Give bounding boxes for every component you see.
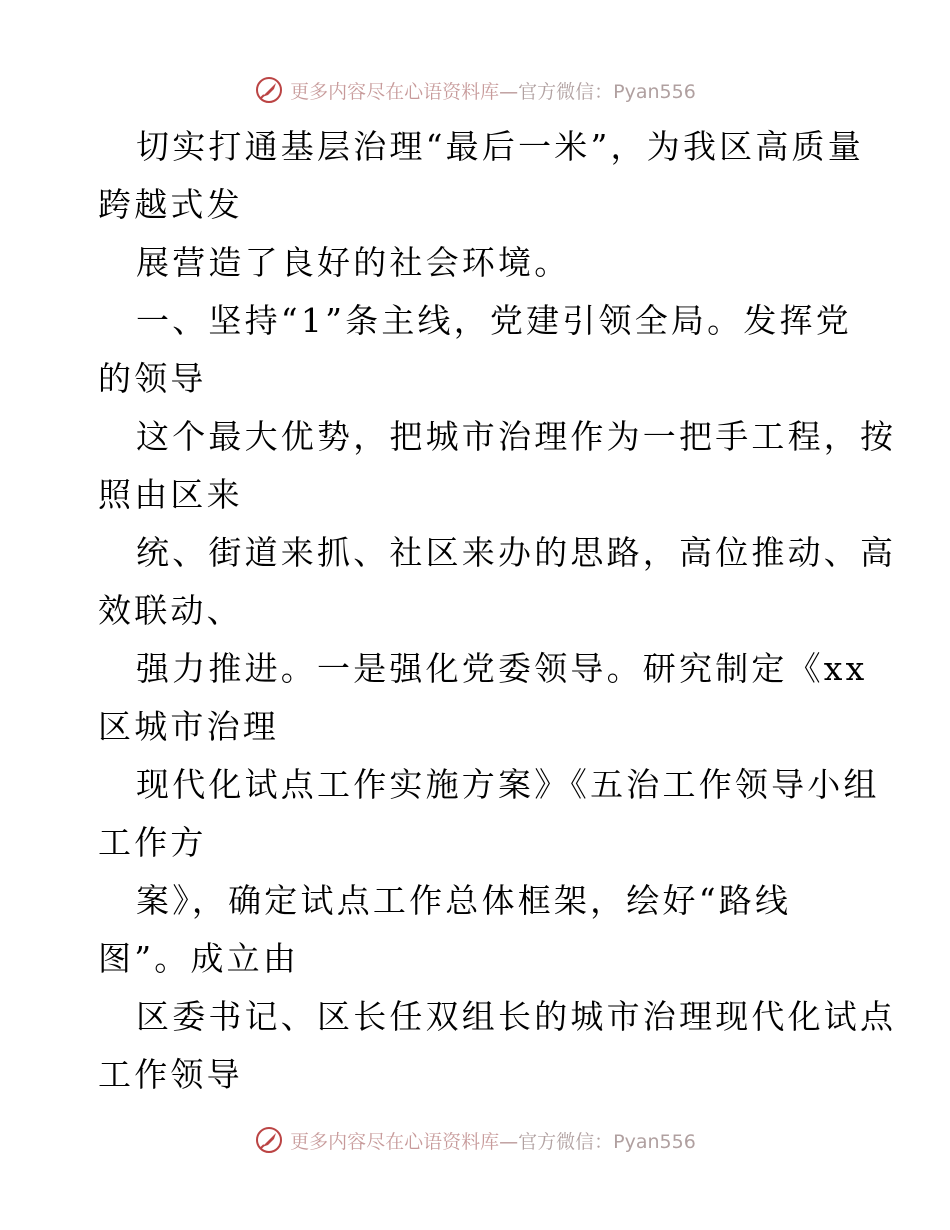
text-line: 案》，确定试点工作总体框架，绘好“路线 bbox=[136, 881, 792, 920]
text-line: 统、街道来抓、社区来办的思路，高位推动、高 bbox=[136, 533, 897, 572]
text-line: 强力推进。一是强化党委领导。研究制定《xx bbox=[136, 649, 868, 688]
text-line: 一、坚持“1”条主线，党建引领全局。发挥党 bbox=[136, 301, 852, 340]
text-line: 跨越式发 bbox=[98, 185, 243, 224]
feather-pen-logo-icon bbox=[254, 1125, 284, 1155]
text-line: 现代化试点工作实施方案》《五治工作领导小组 bbox=[136, 765, 880, 804]
text-line: 展营造了良好的社会环境。 bbox=[136, 243, 571, 282]
text-line: 的领导 bbox=[98, 359, 207, 398]
feather-pen-logo-icon bbox=[254, 75, 284, 105]
header-watermark bbox=[0, 70, 950, 110]
text-line: 工作领导 bbox=[98, 1055, 243, 1094]
text-line: 效联动、 bbox=[98, 591, 243, 630]
text-line: 这个最大优势，把城市治理作为一把手工程，按 bbox=[136, 417, 897, 456]
text-line: 区城市治理 bbox=[98, 707, 279, 746]
text-line: 照由区来 bbox=[98, 475, 243, 514]
text-line: 工作方 bbox=[98, 823, 207, 862]
watermark-text: 更多内容尽在心语资料库—官方微信：Pyan556 bbox=[290, 80, 696, 103]
document-body bbox=[98, 118, 897, 1104]
footer-watermark bbox=[0, 1120, 950, 1160]
text-line: 切实打通基层治理“最后一米”，为我区高质量 bbox=[136, 127, 864, 166]
watermark-text: 更多内容尽在心语资料库—官方微信：Pyan556 bbox=[290, 1130, 696, 1153]
text-line: 区委书记、区长任双组长的城市治理现代化试点 bbox=[136, 997, 897, 1036]
text-line: 图”。成立由 bbox=[98, 939, 300, 978]
